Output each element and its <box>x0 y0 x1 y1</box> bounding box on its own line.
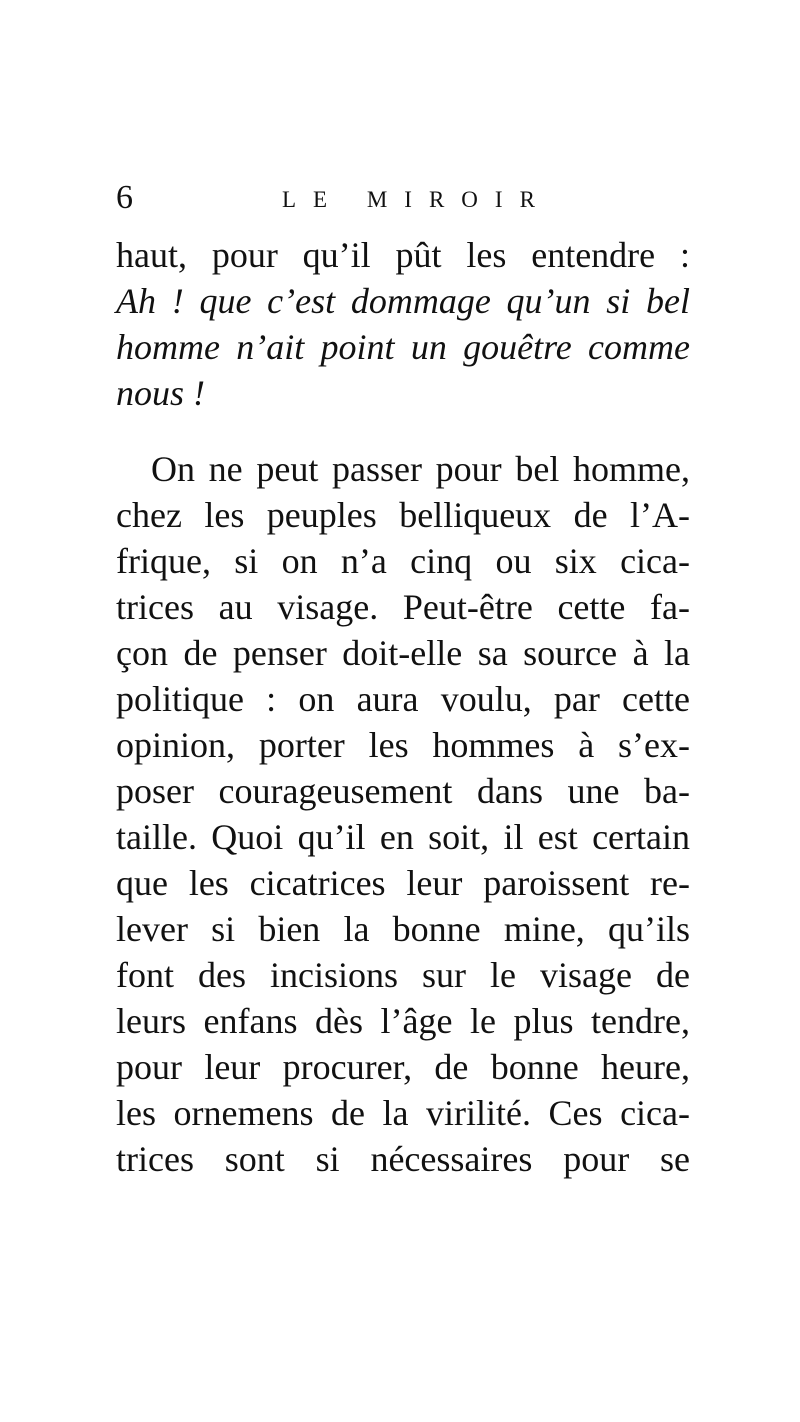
text-line: haut, pour qu’il pût les entendre : <box>116 235 690 275</box>
text-line: leurs enfans dès l’âge le plus tendre, <box>116 1001 690 1041</box>
page-number: 6 <box>116 179 133 216</box>
text-line: trices sont si nécessaires pour se <box>116 1139 690 1179</box>
text-line: politique : on aura voulu, par cette <box>116 679 690 719</box>
text-line: trices au visage. Peut-être cette fa- <box>116 587 690 627</box>
paragraph-first-line: On ne peut passer pour bel homme, <box>151 449 690 489</box>
text-line: poser courageusement dans une ba- <box>116 771 690 811</box>
text-line: opinion, porter les hommes à s’ex- <box>116 725 690 765</box>
page-header <box>116 176 686 220</box>
text-line-italic: nous ! <box>116 373 205 413</box>
text-line: les ornemens de la virilité. Ces cica- <box>116 1093 690 1133</box>
running-title: LE MIROIR <box>282 187 552 212</box>
text-line: frique, si on n’a cinq ou six cica- <box>116 541 690 581</box>
text-line: lever si bien la bonne mine, qu’ils <box>116 909 690 949</box>
text-line: pour leur procurer, de bonne heure, <box>116 1047 690 1087</box>
text-line: font des incisions sur le visage de <box>116 955 690 995</box>
text-line: chez les peuples belliqueux de l’A- <box>116 495 690 535</box>
text-line-italic: homme n’ait point un gouêtre comme <box>116 327 690 367</box>
text-line: que les cicatrices leur paroissent re- <box>116 863 690 903</box>
text-line: taille. Quoi qu’il en soit, il est certain <box>116 817 690 857</box>
text-line-italic: Ah ! que c’est dommage qu’un si bel <box>116 281 690 321</box>
text-line: çon de penser doit-elle sa source à la <box>116 633 690 673</box>
